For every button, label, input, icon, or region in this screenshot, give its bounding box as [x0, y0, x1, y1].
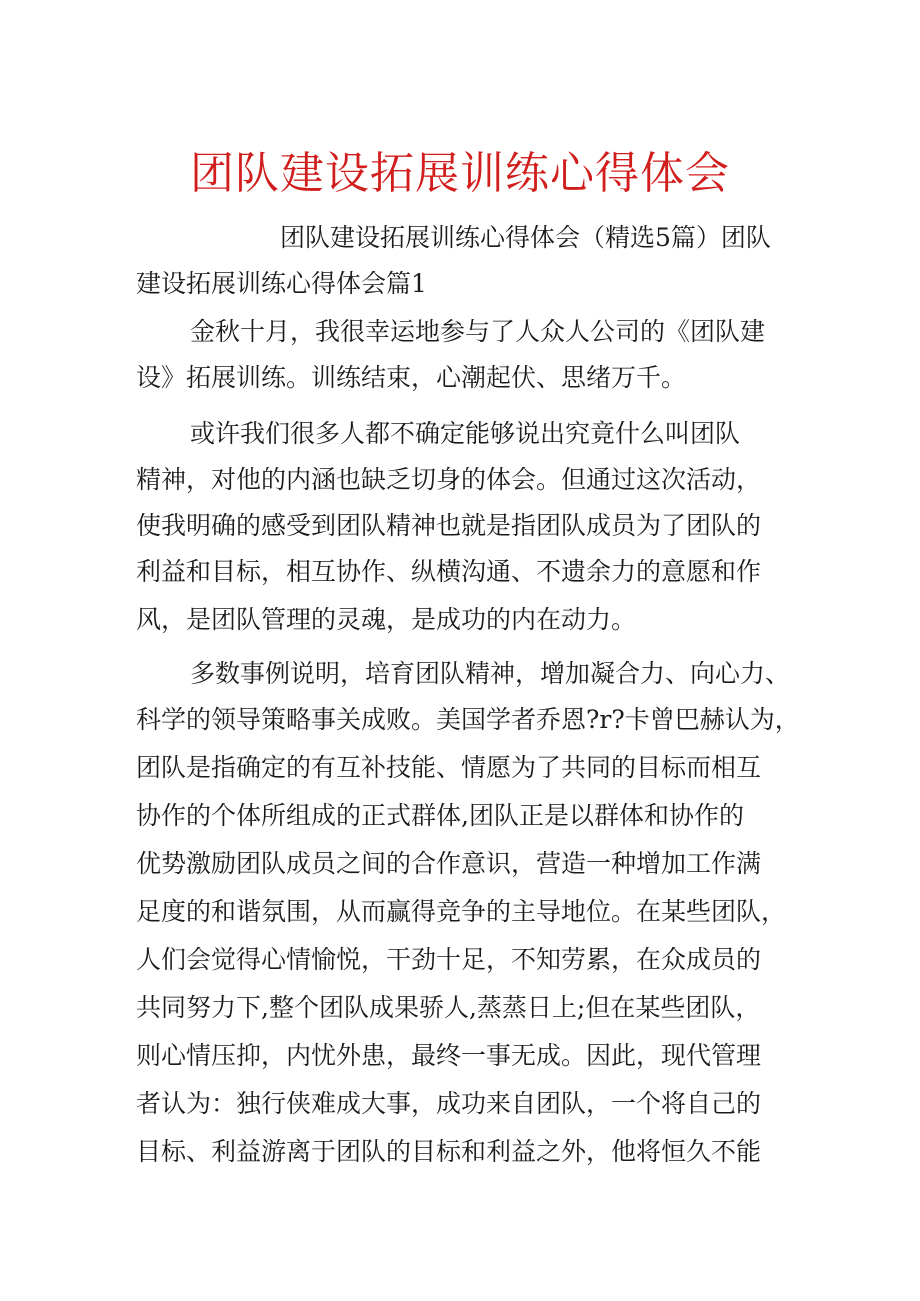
paragraph-2-line-4: 利益和目标，相互协作、纵横沟通、不遗余力的意愿和作	[136, 557, 762, 586]
paragraph-3-line-1: 多数事例说明，培育团队精神，增加凝合力、向心力、	[190, 659, 791, 688]
paragraph-2-line-2: 精神，对他的内涵也缺乏切身的体会。但通过这次活动，	[136, 465, 762, 494]
paragraph-3-line-11: 目标、利益游离于团队的目标和利益之外，他将恒久不能	[136, 1137, 762, 1166]
paragraph-3-line-8: 共同努力下,整个团队成果骄人,蒸蒸日上;但在某些团队，	[136, 993, 761, 1022]
paragraph-3-line-7: 人们会觉得心情愉悦，干劲十足，不知劳累，在众成员的	[136, 945, 762, 974]
paragraph-3-line-10: 者认为：独行侠难成大事，成功来自团队，一个将自己的	[136, 1089, 762, 1118]
document-title: 团队建设拓展训练心得体会	[190, 148, 730, 199]
paragraph-3-line-3: 团队是指确定的有互补技能、情愿为了共同的目标而相互	[136, 753, 762, 782]
paragraph-3-line-6: 足度的和谐氛围，从而赢得竞争的主导地位。在某些团队，	[136, 897, 787, 926]
subtitle-line-1: 团队建设拓展训练心得体会（精选5篇）团队	[280, 223, 771, 252]
paragraph-3-line-5: 优势激励团队成员之间的合作意识，营造一种增加工作满	[136, 849, 762, 878]
subtitle-line-2: 建设拓展训练心得体会篇1	[136, 269, 427, 298]
paragraph-2-line-5: 风，是团队管理的灵魂，是成功的内在动力。	[136, 605, 637, 634]
paragraph-3-line-2: 科学的领导策略事关成败。美国学者乔恩?r?卡曾巴赫认为，	[136, 705, 800, 734]
paragraph-1-line-2: 设》拓展训练。训练结束，心潮起伏、思绪万千。	[136, 363, 687, 392]
paragraph-2-line-3: 使我明确的感受到团队精神也就是指团队成员为了团队的	[136, 511, 762, 540]
paragraph-3-line-4: 协作的个体所组成的正式群体,团队正是以群体和协作的	[136, 801, 744, 830]
paragraph-1-line-1: 金秋十月，我很幸运地参与了人众人公司的《团队建	[190, 317, 766, 346]
paragraph-3-line-9: 则心情压抑，内忧外患，最终一事无成。因此，现代管理	[136, 1041, 762, 1070]
paragraph-2-line-1: 或许我们很多人都不确定能够说出究竟什么叫团队	[190, 419, 741, 448]
